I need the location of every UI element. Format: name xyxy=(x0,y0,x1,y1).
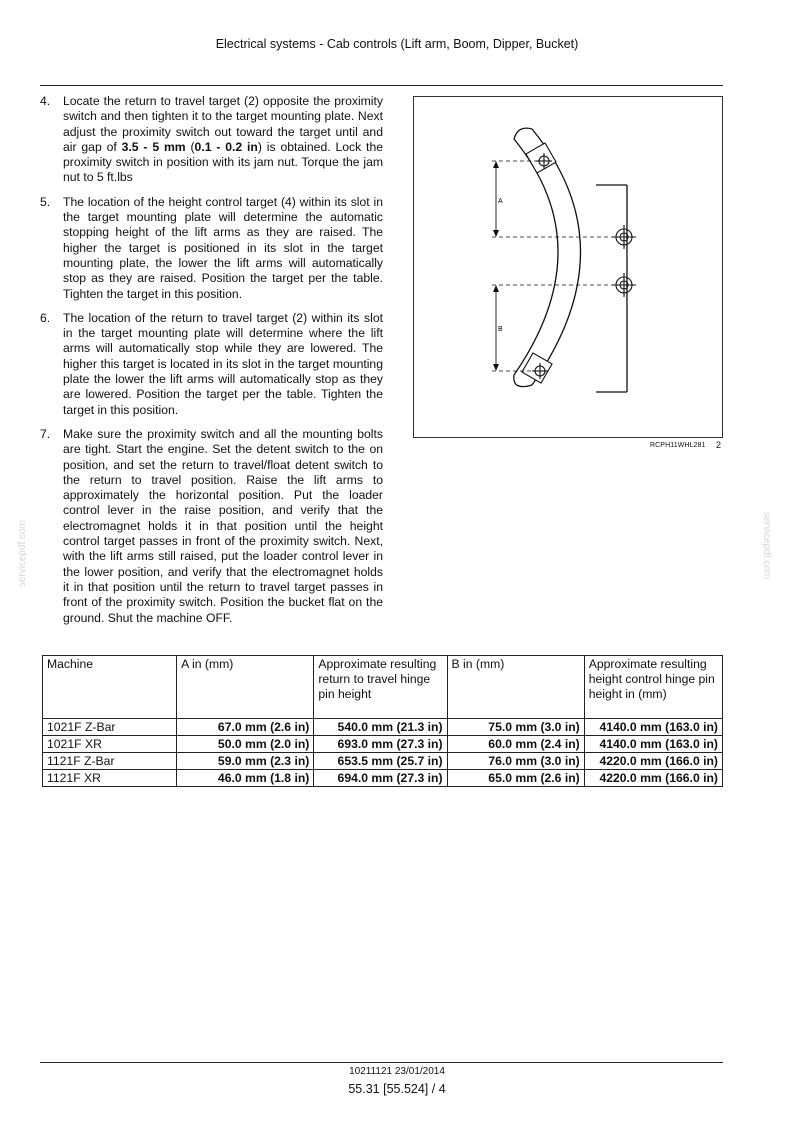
watermark-left: servicepdf.com xyxy=(17,520,28,588)
step-number: 6. xyxy=(40,310,51,325)
dimension-label-b: B xyxy=(498,326,503,333)
slot-outer-edge xyxy=(514,139,558,375)
step-number: 5. xyxy=(40,194,51,209)
step-text: The location of the return to travel target (2) within its slot in the target mounting plate will determine where the lift arms will automatically stop while they are lowered. The higher this target is located in its slot in the target mounting plate the lower the lift arms will automatically stop as they are lowered. Position the target per the table. Tighten the target in this position. xyxy=(63,310,383,417)
header-rule xyxy=(40,85,723,86)
table-header-cell: Machine xyxy=(43,656,177,719)
table-cell: 76.0 mm (3.0 in) xyxy=(447,753,584,770)
step-item xyxy=(40,195,383,302)
table-row xyxy=(43,753,723,770)
table-cell: 75.0 mm (3.0 in) xyxy=(447,719,584,736)
machine-cell: 1021F Z-Bar xyxy=(43,719,177,736)
step-number: 7. xyxy=(40,426,51,441)
step-text: Make sure the proximity switch and all the mounting bolts are tight. Start the engine. Set the detent switch to the on position, and set the return to travel/float detent switch to the return to travel position. Raise the lift arms to approximately the horizontal position. Put the loader control lever in the raise position, and verify that the electromagnet holds it in that position until the height control target passes in front of the proximity switch. Next, with the lift arms still raised, put the loader control lever in the lower position, and verify that the electromagnet holds it in that position until the return to travel target passes in front of the proximity switch. Position the bucket flat on the ground. Shut the machine OFF. xyxy=(63,426,383,625)
table-cell: 46.0 mm (1.8 in) xyxy=(177,770,314,787)
table-header-cell: Approximate resulting return to travel hinge pin height xyxy=(314,656,447,719)
document-id: 10211121 23/01/2014 xyxy=(349,1066,445,1077)
step-item xyxy=(40,311,383,418)
step-item xyxy=(40,427,383,626)
target-plate-diagram xyxy=(414,97,722,437)
proximity-switch-upper xyxy=(612,225,636,249)
figure-caption: RCPH11WHL281 xyxy=(650,442,706,449)
top-target-block xyxy=(526,143,556,173)
table-cell: 653.5 mm (25.7 in) xyxy=(314,753,447,770)
step-text: The location of the height control target (4) within its slot in the target mounting plate will determine the automatic stopping height of the lift arms as they are raised. The higher the target is positioned in its slot in the target mounting plate, the lower the lift arms will automatically stop as they are raised. Position the target per the table. Tighten the target in this position. xyxy=(63,194,383,301)
instruction-steps xyxy=(40,94,383,635)
page-header-title: Electrical systems - Cab controls (Lift arm, Boom, Dipper, Bucket) xyxy=(215,37,579,51)
machine-cell: 1121F XR xyxy=(43,770,177,787)
table-header-cell: A in (mm) xyxy=(177,656,314,719)
proximity-switch-lower xyxy=(612,273,636,297)
table-cell: 694.0 mm (27.3 in) xyxy=(314,770,447,787)
table-cell: 59.0 mm (2.3 in) xyxy=(177,753,314,770)
table-cell: 4220.0 mm (166.0 in) xyxy=(584,770,722,787)
table-cell: 67.0 mm (2.6 in) xyxy=(177,719,314,736)
dimension-label-a: A xyxy=(498,198,503,205)
step-text: Locate the return to travel target (2) opposite the proximity switch and then tighten it to the target mounting plate. Next adjust the proximity switch out toward the target until and air gap of 3.5 - 5 mm (0.1 - 0.2 in) is obtained. Lock the proximity switch in position with its jam nut. Torque the jam nut to 5 ft.lbs xyxy=(63,94,383,185)
table-cell: 4140.0 mm (163.0 in) xyxy=(584,719,722,736)
footer-rule xyxy=(40,1062,723,1063)
step-number: 4. xyxy=(40,94,51,108)
table-row xyxy=(43,736,723,753)
target-plate-figure xyxy=(413,96,723,438)
settings-table xyxy=(42,655,723,787)
watermark-right: servicepdf.com xyxy=(761,512,772,580)
table-row xyxy=(43,719,723,736)
table-header-cell: Approximate resulting height control hinge pin height in (mm) xyxy=(584,656,722,719)
table-cell: 4140.0 mm (163.0 in) xyxy=(584,736,722,753)
table-cell: 693.0 mm (27.3 in) xyxy=(314,736,447,753)
table-cell: 540.0 mm (21.3 in) xyxy=(314,719,447,736)
figure-number: 2 xyxy=(716,440,722,450)
page-number: 55.31 [55.524] / 4 xyxy=(348,1082,446,1096)
table-cell: 60.0 mm (2.4 in) xyxy=(447,736,584,753)
table-cell: 50.0 mm (2.0 in) xyxy=(177,736,314,753)
step-item xyxy=(40,94,383,186)
bottom-target-block xyxy=(522,353,552,383)
table-row xyxy=(43,770,723,787)
machine-cell: 1121F Z-Bar xyxy=(43,753,177,770)
machine-cell: 1021F XR xyxy=(43,736,177,753)
table-cell: 65.0 mm (2.6 in) xyxy=(447,770,584,787)
table-header-row xyxy=(43,656,723,719)
slot-top-end xyxy=(514,128,532,139)
table-header-cell: B in (mm) xyxy=(447,656,584,719)
table-cell: 4220.0 mm (166.0 in) xyxy=(584,753,722,770)
